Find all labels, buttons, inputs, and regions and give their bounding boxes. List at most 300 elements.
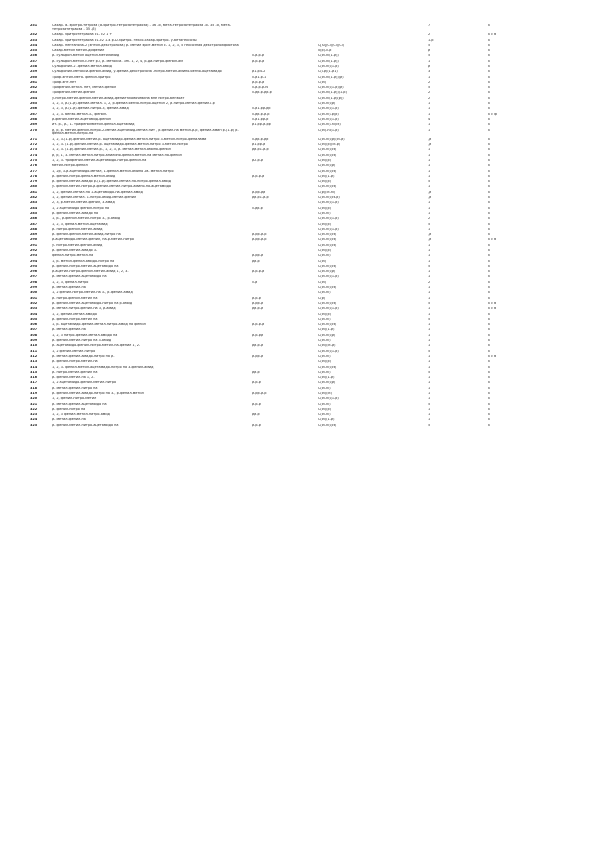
row-number: 275 <box>30 158 38 162</box>
ref-cell: к <box>488 365 491 369</box>
code-cell: C(ct-ni(1-β))(1-β) <box>318 91 347 95</box>
table-row <box>0 24 595 33</box>
row-number: 306 <box>30 323 38 327</box>
row-number: 272 <box>30 143 38 147</box>
value-cell: 1 <box>428 174 431 178</box>
code-cell: C(ct)(1-β) <box>318 376 335 380</box>
ref-cell: к <box>488 254 491 258</box>
row-number: 286 <box>30 217 38 221</box>
value-cell: 1 <box>428 397 431 401</box>
value-cell: 1 <box>428 102 431 106</box>
value-cell: 1-β <box>428 38 434 42</box>
code-cell: C(ct-ni)(β) <box>318 270 336 274</box>
row-number: 301 <box>30 296 38 300</box>
row-number: 295 <box>30 264 38 268</box>
compound-name: 1, 2, 3, фенил-метил-ацетамид <box>52 222 108 226</box>
row-number: 278 <box>30 174 38 178</box>
ref-cell: к <box>488 196 491 200</box>
value-cell: 5 <box>428 370 431 374</box>
row-number: 289 <box>30 233 38 237</box>
ref-cell: к <box>488 137 491 141</box>
row-number: 319 <box>30 392 38 395</box>
formula-cell: β-β-ββ <box>252 333 264 337</box>
row-number: 255 <box>30 49 38 53</box>
ref-cell: к <box>488 286 491 290</box>
row-number: 313 <box>30 360 38 364</box>
row-number: 293 <box>30 254 38 258</box>
value-cell: 7 <box>428 24 431 27</box>
ref-cell: к <box>488 102 491 106</box>
code-cell: C(ct-ni)(ct) <box>318 301 337 305</box>
row-number: 325 <box>30 423 38 427</box>
value-cell: 1 <box>428 333 431 337</box>
row-number: 270 <box>30 128 38 132</box>
formula-cell: ββ-β <box>252 259 260 263</box>
value-cell: β <box>428 64 431 68</box>
value-cell: 1 <box>428 307 431 311</box>
ref-cell: к <box>488 344 491 348</box>
formula-cell: ββ-β1-β-β <box>252 148 269 152</box>
row-number: 323 <box>30 413 38 417</box>
formula-cell: ll-ββ-β-ββ-β <box>252 91 272 95</box>
row-number: 259 <box>30 70 38 74</box>
value-cell: 1 <box>428 344 431 348</box>
ref-cell: к <box>488 418 491 422</box>
code-cell: C(ct-ni)(ct) <box>318 233 337 237</box>
formula-cell: β1-β4-2 <box>252 70 266 74</box>
value-cell: 5 <box>428 222 431 226</box>
code-cell: C(ct-ni) <box>318 317 331 321</box>
formula-cell: ll-β1-β-1 <box>252 75 267 79</box>
row-number: 281 <box>30 190 38 194</box>
row-number: 321 <box>30 402 38 406</box>
ref-cell: к с в <box>488 301 497 305</box>
formula-cell: β-ββ-β-β <box>252 392 267 395</box>
row-number: 294 <box>30 259 38 263</box>
row-number: 312 <box>30 354 38 358</box>
code-cell: C(ct)(β) <box>318 206 332 210</box>
ref-cell: к <box>488 59 491 63</box>
value-cell: 1 <box>428 185 431 189</box>
ref-cell: к <box>488 397 491 401</box>
row-number: 253 <box>30 38 38 42</box>
row-number: 315 <box>30 370 38 374</box>
compound-name: β- нитро-фенил-метил-амид <box>52 227 103 231</box>
code-cell: C(ct-ni)(ct) <box>318 238 337 242</box>
value-cell: 1 <box>428 354 431 358</box>
ref-cell: к <box>488 24 491 27</box>
row-number: 298 <box>30 280 38 284</box>
compound-name: 1, 2 фенил-нитро-метил-на 3-, β-фенил-амид <box>52 291 133 295</box>
formula-cell: β-ββ-β-β <box>252 233 267 237</box>
code-cell: C(ct-ni) <box>318 254 331 258</box>
value-cell: 5 <box>428 349 431 353</box>
code-cell: C(ct-ni(1-β)(β)) <box>318 96 344 100</box>
code-cell: C(ct-ni(1-β)) <box>318 54 339 58</box>
code-cell: C(ct-ni) <box>318 291 331 295</box>
row-number: 324 <box>30 418 38 422</box>
code-cell: C(ct-ni)(ct) <box>318 153 337 157</box>
compound-name: 1, 2, 3 фенил-метил-нитро-амид <box>52 413 110 417</box>
ref-cell: к <box>488 423 491 427</box>
row-number: 307 <box>30 328 38 332</box>
ref-cell: к <box>488 185 491 189</box>
ref-cell: к <box>488 169 491 173</box>
value-cell: 5 <box>428 264 431 268</box>
compound-name: 1, 2, 3- фенил-метил-ацетамидо-нитро на 3-фенил-амид <box>52 365 154 369</box>
value-cell: 2 <box>428 280 431 284</box>
value-cell: 1 <box>428 381 431 385</box>
compound-name: 1, 2, 3- бензо-метил-3-, фенил- <box>52 112 108 116</box>
value-cell: 4 <box>428 117 431 121</box>
code-cell: C(ct) <box>318 280 327 284</box>
value-cell: 2 <box>428 80 431 84</box>
compound-name: Триф-энт-нет <box>52 80 77 84</box>
value-cell: 1 <box>428 75 431 79</box>
compound-name: Сахар- пентаноза-2 (энтил-декстрозоза) β- метил эрит-метил с- 1, 2, 3, 5 гексозная декстрозоэфиотоза <box>52 43 239 47</box>
code-cell: C(ct-ni(1-β))(β) <box>318 75 344 79</box>
code-cell: C(ct-ni)(β) <box>318 102 336 106</box>
value-cell: 1 <box>428 339 431 343</box>
compound-name: 1, 2 фенил-метил-нитро <box>52 349 96 353</box>
code-cell: C(ct-ni)(ct) <box>318 323 337 327</box>
ref-cell: к <box>488 407 491 411</box>
value-cell: 1 <box>428 413 431 417</box>
code-cell: C(ct-ni)(β) <box>318 164 336 168</box>
value-cell: 1 <box>428 312 431 316</box>
code-cell: C(ct-ni)(1-β)(β) <box>318 86 344 90</box>
row-number: 292 <box>30 248 38 252</box>
compound-name: 1, 2 ацетамидо фенил-нитро на <box>52 206 110 210</box>
value-cell: 1 <box>428 360 431 364</box>
formula-cell: ββ-β-β <box>252 307 264 311</box>
value-cell: 5 <box>428 301 431 305</box>
ref-cell: к <box>488 80 491 84</box>
formula-cell: ll-β-β-β <box>252 54 265 58</box>
value-cell: 1 <box>428 112 431 116</box>
ref-cell: к <box>488 153 491 157</box>
compound-name: β- фенил-метил-амидо на <box>52 211 99 215</box>
row-number: 256 <box>30 54 38 58</box>
formula-cell: β-β-β <box>252 402 261 406</box>
row-number: 262 <box>30 86 38 90</box>
value-cell: 1 <box>428 248 431 252</box>
compound-name: β-ацетамидо-метил-фенил, на-β-метил-нитро <box>52 238 134 242</box>
value-cell: 1 <box>428 386 431 390</box>
ref-cell: к <box>488 386 491 390</box>
formula-cell: ββ-β-β <box>252 344 264 348</box>
table-row <box>0 129 595 138</box>
code-cell: C(ct-ni)(β)(ct-β) <box>318 137 345 141</box>
compound-name: 1, 2, 3, фенил-нитро <box>52 280 89 284</box>
code-cell: C(ct) <box>318 259 327 263</box>
compound-name: 1, 2, 3 нитро-фенил-метил-амидо на <box>52 333 118 337</box>
row-number: 308 <box>30 333 38 337</box>
row-number: 320 <box>30 397 38 401</box>
formula-cell: β-ββ-β <box>252 354 264 358</box>
ref-cell: к <box>488 49 491 53</box>
compound-name: β- фенил-метил-амидо 3- <box>52 248 98 252</box>
code-cell: C(ct)(ct-β) <box>318 344 336 348</box>
value-cell: 5 <box>428 86 431 90</box>
row-number: 310 <box>30 344 38 348</box>
code-cell: C(ct)(ct) <box>318 392 333 395</box>
code-cell: C(ct-ni) <box>318 413 331 417</box>
compound-name: 1, 2, фенил-метил-амидо <box>52 312 97 316</box>
compound-name: β- фенил-нитро-метил-на <box>52 360 98 364</box>
code-cell: C(ct) <box>318 80 327 84</box>
code-cell: C(ct-ni)(ct) <box>318 169 337 173</box>
compound-name: Сульфонил-метокси-фенил-амид, у-фенил-декстрозоза -нитро-метил-амино-бензо-ацетамидо <box>52 70 222 74</box>
ref-cell: к <box>488 43 491 47</box>
formula-cell: β-β-β-β <box>252 174 265 178</box>
value-cell: 1 <box>428 328 431 332</box>
code-cell: C(ct)(β) <box>318 312 332 316</box>
value-cell: 1 <box>428 206 431 210</box>
value-cell: ,β <box>428 143 432 147</box>
formula-cell: ll-ββ-β-ββ <box>252 137 269 141</box>
compound-name: 1, 2, 3- (1-β)-фенил-метил-β-, 1, 2, 3, β- метил-метил-амино-фенил <box>52 148 171 152</box>
code-cell: C(ct-ni) <box>318 354 331 358</box>
formula-cell: ll-β1-ββ-ββ <box>252 107 271 111</box>
formula-cell: β-ββ-β <box>252 254 264 258</box>
value-cell: 1 <box>428 392 431 395</box>
code-cell: C(ct)-ni(1-β) <box>318 128 339 132</box>
value-cell: 1 <box>428 376 431 380</box>
row-number: 299 <box>30 286 38 290</box>
ref-cell: к <box>488 323 491 327</box>
row-number: 285 <box>30 211 38 215</box>
ref-cell: к <box>488 64 491 68</box>
ref-cell: к <box>488 333 491 337</box>
value-cell: 1 <box>428 107 431 111</box>
ref-cell: к <box>488 317 491 321</box>
code-cell: C(ct-ni) <box>318 402 331 406</box>
value-cell: 1 <box>428 259 431 263</box>
compound-name: 1, 2, фенил-метил- 1-нитро-амид-метил-фенил <box>52 196 137 200</box>
row-number: 291 <box>30 243 38 247</box>
table-row <box>0 424 595 429</box>
compound-name: β- фенил-метил-амидо-нитро на 3-, β-фенил-метил <box>52 392 144 395</box>
row-number: 284 <box>30 206 38 210</box>
code-cell: C(ct-ni)(1-β) <box>318 201 339 205</box>
code-cell: C(β)(ct-ni) <box>318 190 336 194</box>
ref-cell: к <box>488 217 491 221</box>
ref-cell: к <box>488 38 491 42</box>
ref-cell: к <box>488 339 491 343</box>
value-cell: 1 <box>428 286 431 290</box>
compound-name: 1, 2β, 3-β-ацетамидо-метил, 1-фенил-метил-амино 2в- метил-нитро <box>52 169 174 173</box>
row-number: 296 <box>30 270 38 274</box>
compound-name: 1, β- метил-фенил-амидо-нитро на <box>52 259 115 263</box>
value-cell: 1 <box>428 227 431 231</box>
formula-cell: β-β-β <box>252 381 261 385</box>
row-number: 282 <box>30 196 38 200</box>
code-cell: C(ct)(β) <box>318 248 332 252</box>
compound-name: метил-нитро-фенил <box>52 164 88 168</box>
ref-cell: к <box>488 128 491 132</box>
row-number: 290 <box>30 238 38 242</box>
value-cell: β <box>428 49 431 53</box>
formula-cell: β2-β-β <box>252 158 264 162</box>
compound-name: β- фенил-нитро-метил на <box>52 317 98 321</box>
ref-cell: к <box>488 280 491 284</box>
row-number: 271 <box>30 137 38 141</box>
formula-cell: β-β-β <box>252 296 261 300</box>
code-cell: C(ct-ni) <box>318 211 331 215</box>
code-cell: C(ct-ni)(ct) <box>318 365 337 369</box>
row-number: 263 <box>30 91 38 95</box>
row-number: 260 <box>30 75 38 79</box>
compound-name: у- фенил-метил-нитро-β-фенил-метил-нитро-амино-на-ацетамидо <box>52 185 171 189</box>
ref-cell: к <box>488 143 491 147</box>
value-cell: 1 <box>428 407 431 411</box>
compound-name: β- сульфон-метил-с-нет β-l, β- метокси- 3m- 1, 2, 4, β-ди-нитро-фенил-ам <box>52 59 183 63</box>
ref-cell: к <box>488 70 491 74</box>
ref-cell: к <box>488 91 491 95</box>
ref-cell: к <box>488 248 491 252</box>
compound-name: 1, 2 ацетамидо-фенил-метил-нитро <box>52 381 117 385</box>
value-cell: ,β <box>428 233 432 237</box>
compound-name: Трифенил-метил-фенил <box>52 91 96 95</box>
compound-name: фенил-нитро-метил-на <box>52 254 94 258</box>
row-number: 317 <box>30 381 38 385</box>
value-cell: 1 <box>428 270 431 274</box>
formula-cell: β1-ββ-β <box>252 143 266 147</box>
compound-name: 1, 2, 3- (1-β)-фенил-метил-β- ацетамидо-фенил-метил-нитро 3-метил-нитро <box>52 143 188 147</box>
ref-cell: к <box>488 402 491 406</box>
row-number: 314 <box>30 365 38 369</box>
code-cell: C(ct-ni)(ct-β) <box>318 196 340 200</box>
value-cell: 5 <box>428 54 431 58</box>
compound-name: 1, 2, 3- трифенил-метил-ацетамидо-нитро-фенил-на <box>52 158 147 162</box>
ref-cell: к <box>488 376 491 380</box>
ref-cell: к <box>488 148 491 152</box>
ref-cell: к с в <box>488 354 497 358</box>
compound-name: β- метил-фенил-ацетамидо на <box>52 402 107 406</box>
value-cell: 2 <box>428 33 431 37</box>
compound-name: β- метил-фенил-на <box>52 286 86 290</box>
compound-name: Сульфонил-2 -фенил-метил-амид <box>52 64 112 68</box>
code-cell: C(ct-ni)(β) <box>318 333 336 337</box>
compound-name: β- фенил-фенил-метил-амид-нитро на <box>52 233 121 237</box>
formula-cell: ll-ββ-β-β-β <box>252 112 270 116</box>
document-table <box>0 24 595 429</box>
formula-cell: ll-β1-ββ-β <box>252 117 269 121</box>
code-cell: C(ct-ni)(ct) <box>318 264 337 268</box>
row-number: 265 <box>30 102 38 106</box>
formula-cell: β-β-β-β <box>252 323 265 327</box>
value-cell: 1 <box>428 365 431 369</box>
formula-cell: β-ββ-β <box>252 301 264 305</box>
compound-name: β- метил-фенил-на <box>52 328 86 332</box>
row-number: 283 <box>30 201 38 205</box>
compound-name: Триф-энтил-мета- фенил-эритро <box>52 75 111 79</box>
formula-cell: β1-ββ-β-ββ <box>252 123 271 127</box>
row-number: 261 <box>30 80 38 84</box>
formula-cell: ll-β-β-β-ni <box>252 86 269 90</box>
code-cell: C(ct-ni)(ct) <box>318 423 337 427</box>
value-cell: 2 <box>428 96 431 100</box>
formula-cell: β-ββ-ββ <box>252 190 266 194</box>
formula-cell: β-β-β-β <box>252 59 265 63</box>
row-number: 251 <box>30 24 38 27</box>
ref-cell: к <box>488 349 491 353</box>
row-number: 254 <box>30 43 38 47</box>
compound-name: β- фенил-метил-нитро на 3-амид <box>52 339 112 343</box>
compound-name: β-фенил-метил-ацетамид-фенил <box>52 117 111 121</box>
ref-cell: к <box>488 264 491 268</box>
compound-name: β- метил-нитро-фенил-на 3, β-амид <box>52 307 116 311</box>
value-cell: 1 <box>428 254 431 258</box>
compound-name: β-ацетил-нитро-фенил-метил-амид 1, 2, 3- <box>52 270 129 274</box>
ref-cell: к <box>488 201 491 205</box>
value-cell: ,β <box>428 196 432 200</box>
compound-name: β- метил-фенил-нитро на <box>52 386 98 390</box>
code-cell: 0(β)-ll-β <box>318 49 332 53</box>
row-number: 300 <box>30 291 38 295</box>
value-cell: 1 <box>428 123 431 127</box>
ref-cell: к <box>488 233 491 237</box>
compound-name: 1, β-, β-фенил-метил-нитро 3-, β-амид <box>52 217 121 221</box>
formula-cell: β-ββ-β-β <box>252 238 267 242</box>
ref-cell: к <box>488 270 491 274</box>
ref-cell: к <box>488 312 491 316</box>
row-number: 318 <box>30 386 38 390</box>
ref-cell: к <box>488 54 491 58</box>
ref-cell: к <box>488 123 491 127</box>
ref-cell: к <box>488 413 491 417</box>
code-cell: C(ct-ni)(ct) <box>318 286 337 290</box>
value-cell: 5 <box>428 402 431 406</box>
compound-name: β, β, β- метил-фенил-нитро-2-метил-ацетамид-метил-нит , β-фенил-на метил-β-β, фенил-амин β-(1-β) β- фенил-метил-нитро-на <box>52 128 239 136</box>
value-cell: 1 <box>428 323 431 327</box>
value-cell: 2 <box>428 217 431 221</box>
compound-name: Сахар- эритротетраоза с1- с2 1 + <box>52 33 113 37</box>
compound-name: ит- β-, β-, 1- трифенилметил-фенол-ацетамид <box>52 123 135 127</box>
value-cell: 1 <box>428 169 431 173</box>
row-number: 303 <box>30 307 38 311</box>
compound-name: β- ацетамидо-фенил-нитро-метил-на-фенил 1, 2- <box>52 344 141 348</box>
row-number: 316 <box>30 376 38 380</box>
compound-name: у-нитро-метил-фенил-метил-амид-фенилтиомочевина вне нитро-бензоат <box>52 96 185 100</box>
compound-name: β- метил-фенил-ацетамидо на <box>52 275 107 279</box>
compound-name: β- фенил-нитро-фенол-метил-амид <box>52 174 116 178</box>
formula-cell: ll-β <box>252 280 258 284</box>
ref-cell: к <box>488 275 491 279</box>
row-number: 288 <box>30 227 38 231</box>
compound-name: у- нитро-метил-фенил-амид <box>52 243 103 247</box>
row-number: 266 <box>30 107 38 111</box>
code-cell: C(ct)(β) <box>318 407 332 411</box>
code-cell: C(ct-ni)(1-β) <box>318 227 339 231</box>
compound-name: Сахар- α- эритро-тетроза (α-эритро-тетрозатетраоза) - 36 -α, мета-тетрозатетраоза -α- 35 -α, мета-тетрозатетраоза - 35 -β) <box>52 24 231 31</box>
ref-cell: к <box>488 158 491 162</box>
value-cell: 1 <box>428 201 431 205</box>
ref-cell: к <box>488 75 491 79</box>
ref-cell: к <box>488 206 491 210</box>
code-cell: C(ct-ni) <box>318 386 331 390</box>
compound-name: β- нитро-фенил-метил на <box>52 296 98 300</box>
code-cell: C(ct-ni)(ct) <box>318 148 337 152</box>
compound-name: 1, 2, фенил-метил-на 1-ацетамидо-на-фенил-амид <box>52 190 143 194</box>
code-cell: C(ct-ni)(ct) <box>318 243 337 247</box>
code-cell: C(ct-ni)(1-β) <box>318 217 339 221</box>
formula-cell: β-β-β-β <box>252 270 265 274</box>
compound-name: 1, 2, 3-(1-β)-фенил-метил-β- ацетамидо-фенил-метил-нитро 3-метил-нитро-фенилами <box>52 137 207 141</box>
row-number: 302 <box>30 301 38 305</box>
value-cell: 1 <box>428 296 431 300</box>
